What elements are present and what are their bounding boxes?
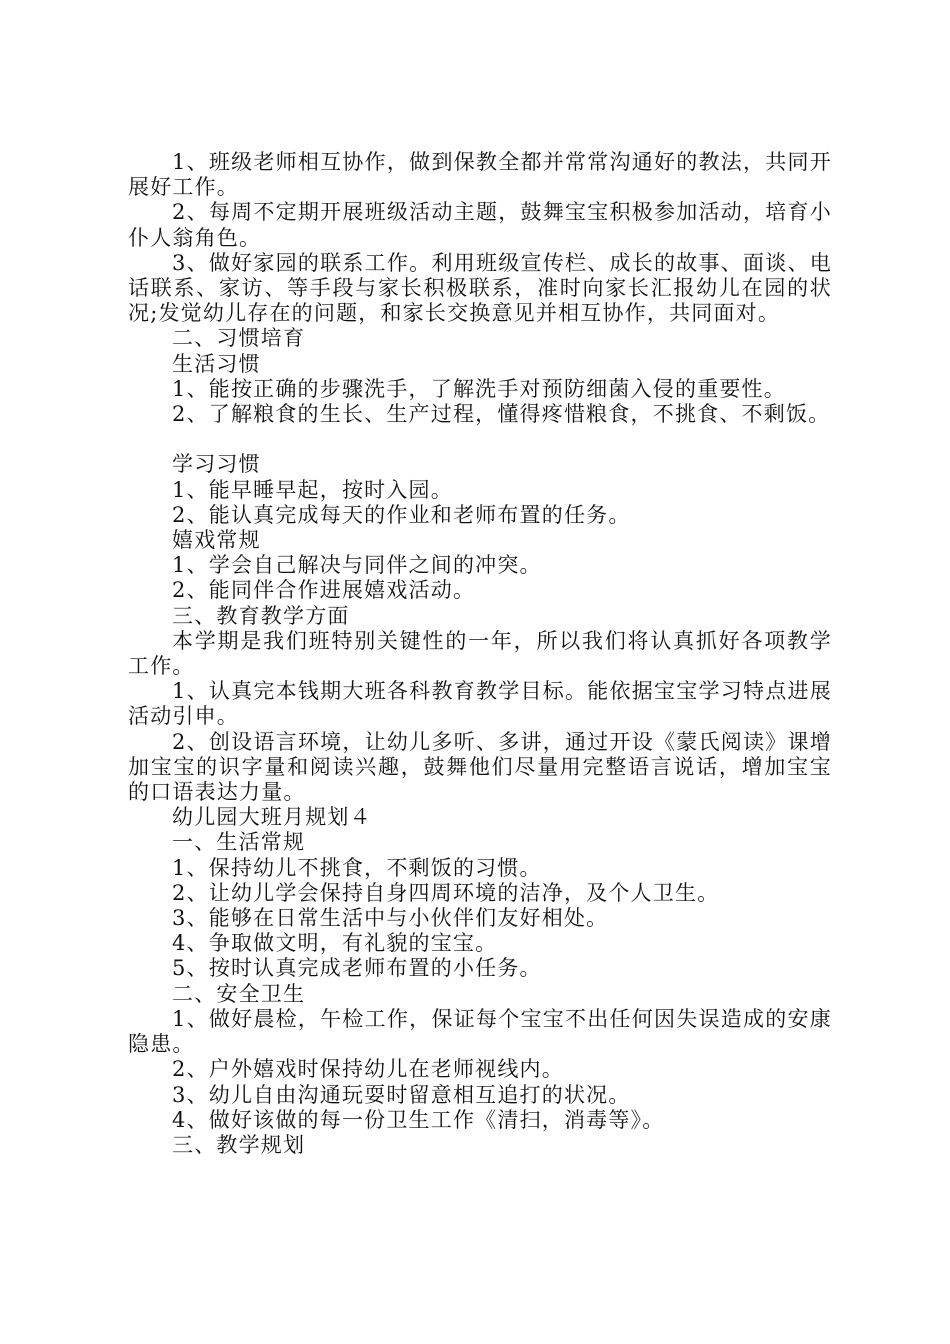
paragraph: 生活习惯 <box>172 351 261 376</box>
paragraph: 1、认真完本钱期大班各科教育教学目标。能依据宝宝学习特点进展活动引申。 <box>128 679 832 729</box>
paragraph: 1、做好晨检，午检工作，保证每个宝宝不出任何因失误造成的安康隐患。 <box>128 1006 832 1057</box>
paragraph: 2、能同伴合作进展嬉戏活动。 <box>172 578 476 603</box>
paragraph: 二、安全卫生 <box>172 981 306 1006</box>
paragraph: 5、按时认真完成老师布置的小任务。 <box>172 956 542 981</box>
paragraph: 3、幼儿自由沟通玩耍时留意相互追打的状况。 <box>172 1082 631 1107</box>
paragraph: 3、能够在日常生活中与小伙伴们友好相处。 <box>172 906 609 931</box>
paragraph: 二、习惯培育 <box>172 326 306 351</box>
paragraph: 1、能早睡早起，按时入园。 <box>172 477 453 502</box>
paragraph: 4、做好该做的每一份卫生工作《清扫，消毒等》。 <box>172 1107 665 1132</box>
paragraph: 2、能认真完成每天的作业和老师布置的任务。 <box>172 502 631 527</box>
paragraph: 2、每周不定期开展班级活动主题，鼓舞宝宝积极参加活动，培育小仆人翁角色。 <box>128 200 832 250</box>
paragraph: 1、班级老师相互协作，做到保教全都并常常沟通好的教法，共同开展好工作。 <box>128 150 832 200</box>
paragraph: 2、创设语言环境，让幼儿多听、多讲，通过开设《蒙氏阅读》课增加宝宝的识字量和阅读兴趣，鼓舞他们尽量用完整语言说话，增加宝宝的口语表达力量。 <box>128 729 832 805</box>
paragraph: 2、让幼儿学会保持自身四周环境的洁净，及个人卫生。 <box>172 880 720 905</box>
paragraph: 3、做好家园的联系工作。利用班级宣传栏、成长的故事、面谈、电话联系、家访、等手段与家长积极联系，准时向家长汇报幼儿在园的状况;发觉幼儿存在的问题，和家长交换意见并相互协作，共同面对。 <box>128 250 832 326</box>
paragraph: 幼儿园大班月规划４ <box>172 805 372 830</box>
blank-line <box>128 427 832 452</box>
paragraph: 4、争取做文明，有礼貌的宝宝。 <box>172 931 498 956</box>
paragraph: 本学期是我们班特别关键性的一年，所以我们将认真抓好各项教学工作。 <box>128 628 832 679</box>
paragraph: 三、教育教学方面 <box>172 603 350 628</box>
paragraph: 1、保持幼儿不挑食，不剩饭的习惯。 <box>172 855 542 880</box>
paragraph: 一、生活常规 <box>172 830 306 855</box>
document-body <box>128 150 832 1158</box>
paragraph: 三、教学规划 <box>172 1132 306 1157</box>
paragraph: 1、能按正确的步骤洗手，了解洗手对预防细菌入侵的重要性。 <box>172 376 786 401</box>
paragraph: 嬉戏常规 <box>172 528 261 553</box>
paragraph: 1、学会自己解决与同伴之间的冲突。 <box>172 553 542 578</box>
paragraph: 2、了解粮食的生长、生产过程，懂得疼惜粮食，不挑食、不剩饭。 <box>172 402 831 427</box>
paragraph: 学习习惯 <box>172 452 261 477</box>
paragraph: 2、户外嬉戏时保持幼儿在老师视线内。 <box>172 1057 564 1082</box>
